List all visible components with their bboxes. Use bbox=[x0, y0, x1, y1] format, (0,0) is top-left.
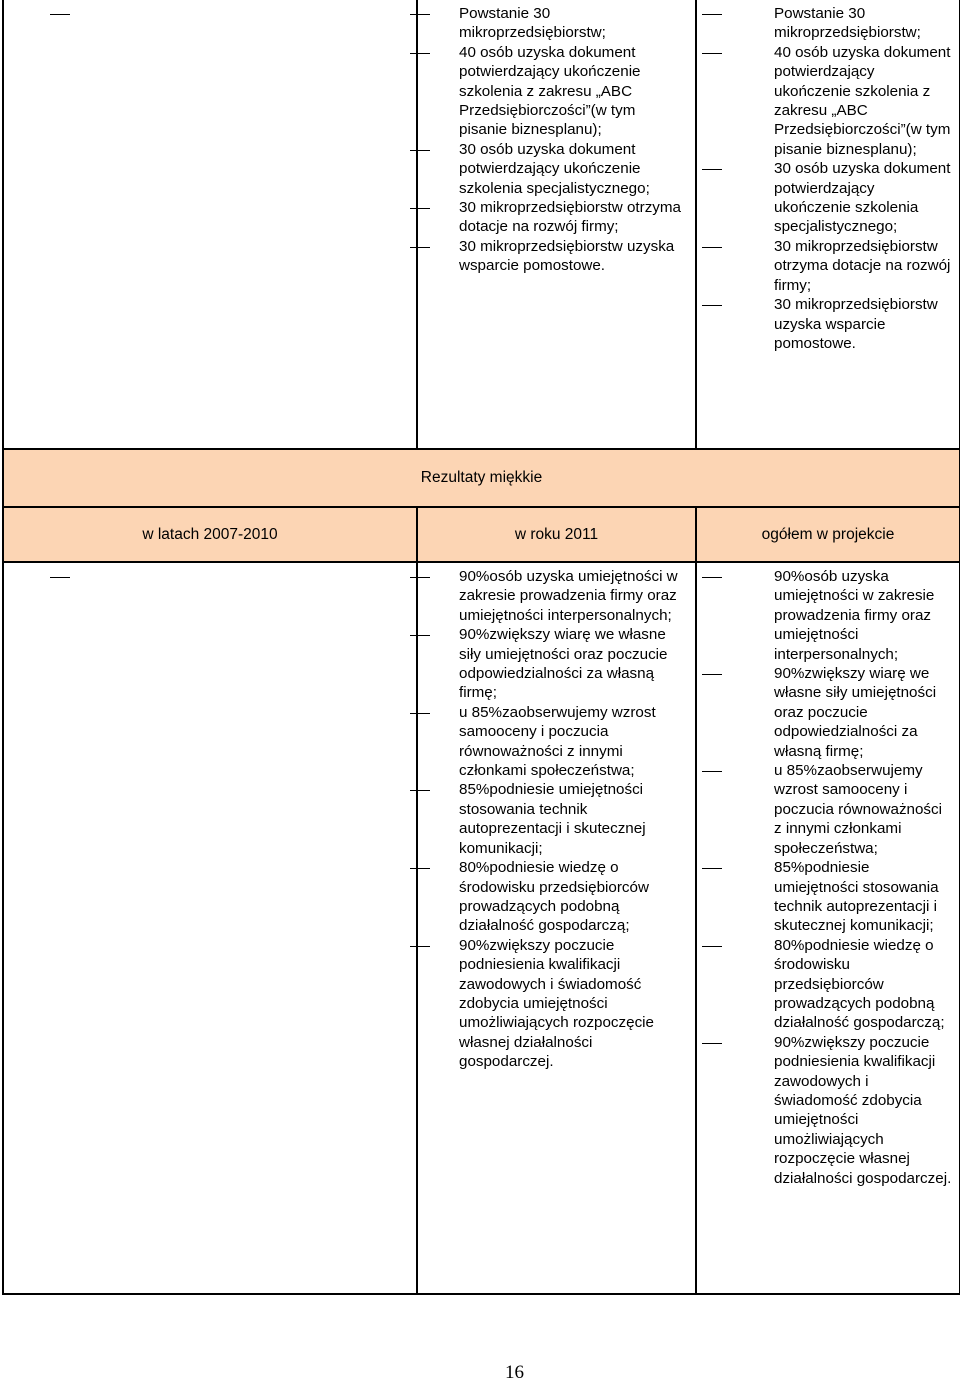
list-item: 90%osób uzyska umiejętności w zakresie prowadzenia firmy oraz umiejętności interpersonalnych; bbox=[697, 567, 959, 664]
hard-results-list-2011 bbox=[418, 4, 681, 276]
dash-marker bbox=[32, 567, 52, 587]
cell-total-hard bbox=[696, 0, 960, 449]
header-2007-2010: w latach 2007-2010 bbox=[3, 507, 417, 562]
column-header-row bbox=[3, 507, 960, 562]
cell-2011-soft bbox=[417, 562, 696, 1294]
list-item: 40 osób uzyska dokument potwierdzający ukończenie szkolenia z zakresu „ABC Przedsiębiorczości”(w tym pisanie biznesplanu); bbox=[418, 43, 681, 140]
list-item: 90%zwiększy poczucie podniesienia kwalifikacji zawodowych i świadomość zdobycia umiejętności umożliwiających rozpoczęcie własnej działalności gospodarczej. bbox=[697, 1033, 959, 1188]
cell-2007-2010-soft bbox=[3, 562, 417, 1294]
hard-results-list-total bbox=[697, 4, 959, 353]
list-item: 30 mikroprzedsiębiorstw uzyska wsparcie pomostowe. bbox=[697, 295, 959, 353]
header-2011: w roku 2011 bbox=[417, 507, 696, 562]
list-item: Powstanie 30 mikroprzedsiębiorstw; bbox=[697, 4, 959, 43]
list-item: 80%podniesie wiedzę o środowisku przedsiębiorców prowadzących podobną działalność gospodarczą; bbox=[418, 858, 681, 936]
list-item: 90%zwiększy poczucie podniesienia kwalifikacji zawodowych i świadomość zdobycia umiejętności umożliwiających rozpoczęcie własnej działalności gospodarczej. bbox=[418, 936, 681, 1072]
page-number: 16 bbox=[505, 1362, 524, 1383]
cell-2007-2010-hard bbox=[3, 0, 417, 449]
soft-results-list-total bbox=[697, 567, 959, 1188]
list-item: 30 mikroprzedsiębiorstw otrzyma dotacje na rozwój firmy; bbox=[697, 237, 959, 295]
list-item: 80%podniesie wiedzę o środowisku przedsiębiorców prowadzących podobną działalność gospodarczą; bbox=[697, 936, 959, 1033]
results-table bbox=[2, 0, 960, 1295]
cell-2011-hard bbox=[417, 0, 696, 449]
list-item: 85%podniesie umiejętności stosowania technik autoprezentacji i skutecznej komunikacji; bbox=[418, 780, 681, 858]
list-item: 90%zwiększy wiarę we własne siły umiejętności oraz poczucie odpowiedzialności za własną firmę; bbox=[418, 625, 681, 703]
list-item: u 85%zaobserwujemy wzrost samooceny i poczucia równoważności z innymi członkami społeczeństwa; bbox=[418, 703, 681, 781]
header-total: ogółem w projekcie bbox=[696, 507, 960, 562]
list-item: 30 mikroprzedsiębiorstw otrzyma dotacje na rozwój firmy; bbox=[418, 198, 681, 237]
soft-results-row bbox=[3, 562, 960, 1294]
list-item: u 85%zaobserwujemy wzrost samooceny i poczucia równoważności z innymi członkami społeczeństwa; bbox=[697, 761, 959, 858]
cell-total-soft bbox=[696, 562, 960, 1294]
list-item: 90%zwiększy wiarę we własne siły umiejętności oraz poczucie odpowiedzialności za własną firmę; bbox=[697, 664, 959, 761]
hard-results-row bbox=[3, 0, 960, 449]
list-item: 30 osób uzyska dokument potwierdzający ukończenie szkolenia specjalistycznego; bbox=[418, 140, 681, 198]
soft-results-label-row bbox=[3, 449, 960, 507]
dash-marker bbox=[32, 4, 52, 24]
soft-results-label-cell bbox=[3, 449, 960, 507]
list-item: 30 mikroprzedsiębiorstw uzyska wsparcie pomostowe. bbox=[418, 237, 681, 276]
soft-results-list-2011 bbox=[418, 567, 681, 1072]
list-item: 90%osób uzyska umiejętności w zakresie prowadzenia firmy oraz umiejętności interpersonalnych; bbox=[418, 567, 681, 625]
list-item: 40 osób uzyska dokument potwierdzający ukończenie szkolenia z zakresu „ABC Przedsiębiorczości”(w tym pisanie biznesplanu); bbox=[697, 43, 959, 159]
soft-results-label: Rezultaty miękkie bbox=[420, 469, 543, 486]
list-item: 30 osób uzyska dokument potwierdzający ukończenie szkolenia specjalistycznego; bbox=[697, 159, 959, 237]
list-item: 85%podniesie umiejętności stosowania technik autoprezentacji i skutecznej komunikacji; bbox=[697, 858, 959, 936]
list-item: Powstanie 30 mikroprzedsiębiorstw; bbox=[418, 4, 681, 43]
